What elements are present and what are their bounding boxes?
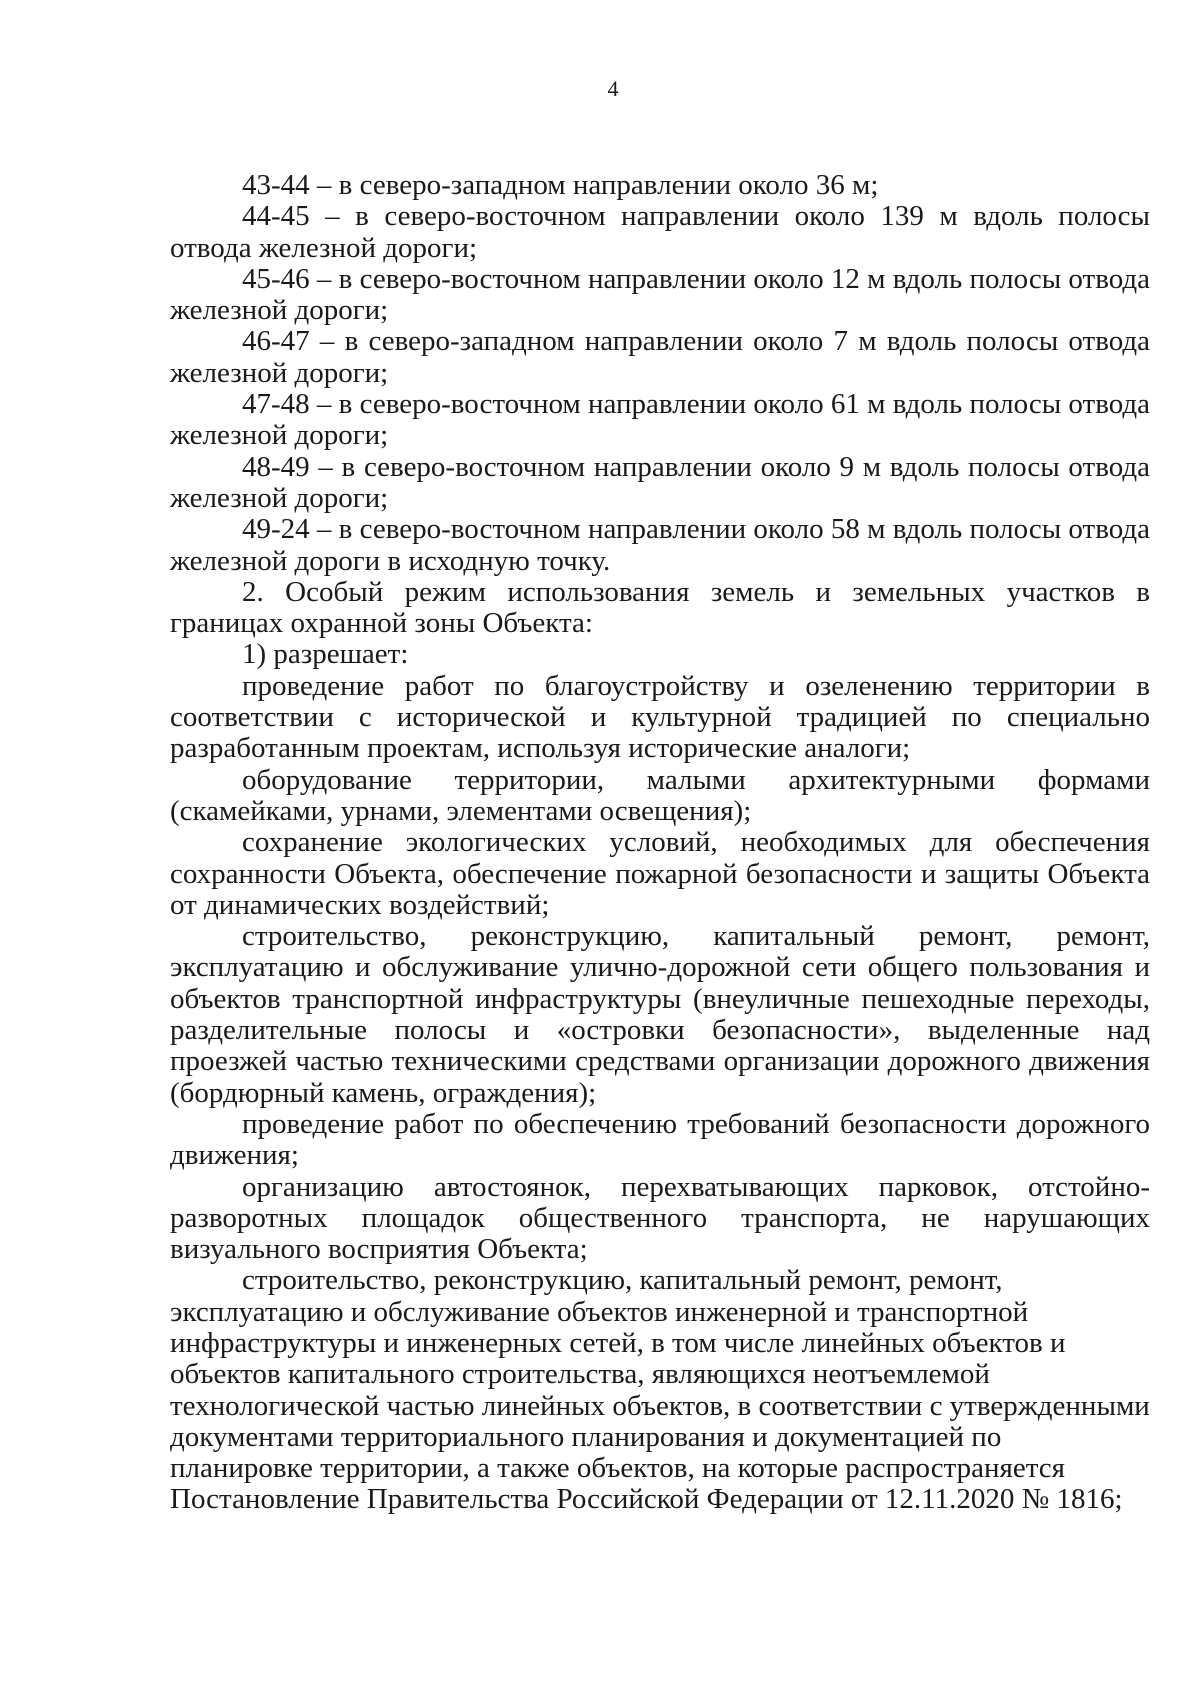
paragraph: сохранение экологических условий, необходимых для обеспечения сохранности Объекта, обеспечение пожарной безопасности и защиты Объекта от динамических воздействий; (170, 826, 1150, 921)
paragraph: 46-47 – в северо-западном направлении около 7 м вдоль полосы отвода железной дороги; (170, 325, 1150, 389)
paragraph: 1) разрешает: (242, 638, 409, 671)
page-number: 4 (607, 76, 619, 101)
document-body (170, 170, 1150, 1516)
paragraph: строительство, реконструкцию, капитальный ремонт, ремонт, эксплуатацию и обслуживание объектов инженерной и транспортной инфраструктуры и инженерных сетей, в том числе линейных объектов и объектов капитального строительства, являющихся неотъемлемой технологической частью линейных объектов, в соответствии с утвержденными документами территориального планирования и документацией по планировке территории, а также объектов, на которые распространяется Постановление Правительства Российской Федерации от 12.11.2020 № 1816; (170, 1264, 1150, 1516)
paragraph: оборудование территории, малыми архитектурными формами (скамейками, урнами, элементами освещения); (170, 763, 1150, 827)
paragraph: 49-24 – в северо-восточном направлении около 58 м вдоль полосы отвода железной дороги в исходную точку. (170, 513, 1151, 577)
paragraph: строительство, реконструкцию, капитальный ремонт, ремонт, эксплуатацию и обслуживание улично-дорожной сети общего пользования и объектов транспортной инфраструктуры (внеуличные пешеходные переходы, разделительные полосы и «островки безопасности», выделенные над проезжей частью техническими средствами организации дорожного движения (бордюрный камень, ограждения); (170, 920, 1150, 1109)
paragraph: 47-48 – в северо-восточном направлении около 61 м вдоль полосы отвода железной дороги; (170, 388, 1151, 452)
paragraph: 45-46 – в северо-восточном направлении около 12 м вдоль полосы отвода железной дороги; (170, 262, 1151, 327)
paragraph: 43-44 – в северо-западном направлении около 36 м; (242, 169, 879, 201)
paragraph: организацию автостоянок, перехватывающих парковок, отстойно-разворотных площадок общественного транспорта, не нарушающих визуального восприятия Объекта; (170, 1170, 1150, 1266)
paragraph: 44-45 – в северо-восточном направлении около 139 м вдоль полосы отвода железной дороги; (170, 200, 1150, 264)
paragraph: проведение работ по обеспечению требований безопасности дорожного движения; (170, 1107, 1150, 1172)
paragraph: 2. Особый режим использования земель и земельных участков в границах охранной зоны Объекта: (170, 575, 1150, 640)
paragraph: проведение работ по благоустройству и озеленению территории в соответствии с исторической и культурной традицией по специально разработанным проектам, используя исторические аналоги; (170, 669, 1150, 765)
paragraph: 48-49 – в северо-восточном направлении около 9 м вдоль полосы отвода железной дороги; (170, 450, 1150, 514)
